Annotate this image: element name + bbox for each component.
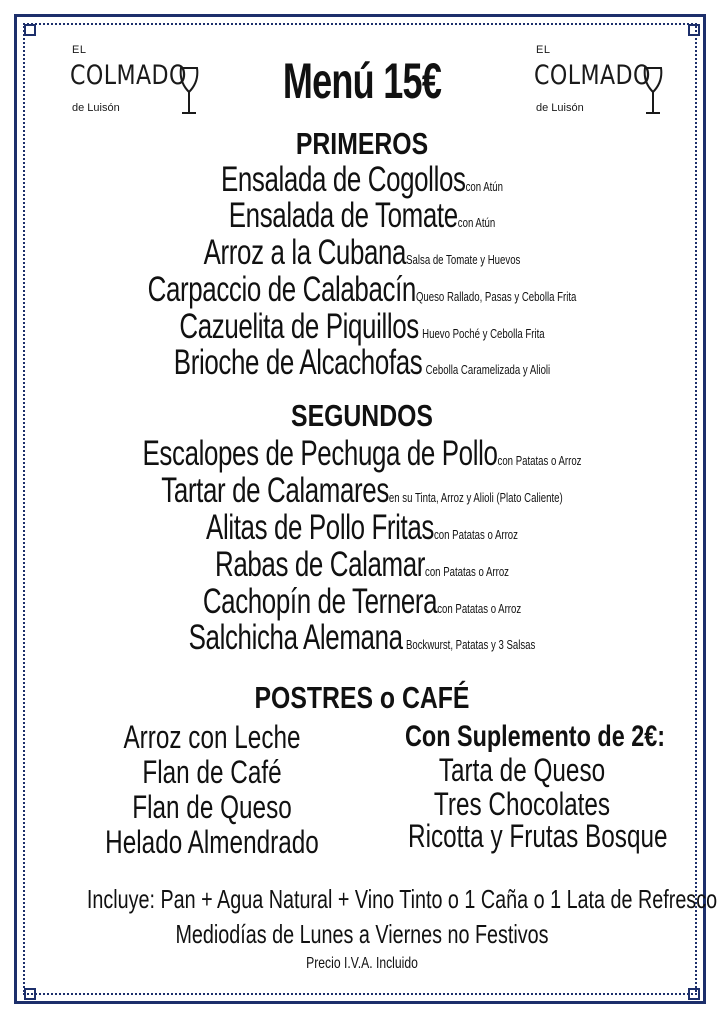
dish-name: Ensalada de Cogollos xyxy=(220,160,466,199)
logo-subtitle: de Luisón xyxy=(72,102,120,114)
dish-name: Alitas de Pollo Fritas xyxy=(206,508,434,547)
dish-note: con Patatas o Arroz xyxy=(425,564,509,579)
section-title-primeros: PRIMEROS xyxy=(295,126,429,161)
dish-note: con Patatas o Arroz xyxy=(497,453,582,468)
logo-subtitle: de Luisón xyxy=(536,102,584,114)
section-title-postres: POSTRES o CAFÉ xyxy=(254,680,470,715)
dish-note: Salsa de Tomate y Huevos xyxy=(406,252,521,267)
menu-item xyxy=(94,545,630,585)
menu-item xyxy=(94,618,630,658)
footer-schedule: Mediodías de Lunes a Viernes no Festivos xyxy=(175,919,549,949)
dessert-item: Flan de Queso xyxy=(132,789,292,825)
dish-note: con Patatas o Arroz xyxy=(437,601,522,616)
dish-name: Cachopín de Ternera xyxy=(202,582,438,621)
logo-prefix: EL xyxy=(72,44,87,56)
corner-ornament xyxy=(24,24,36,36)
dish-note: Cebolla Caramelizada y Alioli xyxy=(425,362,551,377)
dessert-item: Arroz con Leche xyxy=(123,719,301,755)
dish-note: en su Tinta, Arroz y Alioli (Plato Caliente) xyxy=(388,490,563,505)
dessert-item: Helado Almendrado xyxy=(105,824,319,860)
footer-tax: Precio I.V.A. Incluido xyxy=(306,955,418,972)
supplement-item: Tarta de Queso xyxy=(438,752,606,788)
dish-name: Brioche de Alcachofas xyxy=(173,343,423,382)
wine-glass-icon xyxy=(642,66,664,116)
menu-item xyxy=(94,196,630,236)
menu-item xyxy=(94,233,630,273)
logo-name: COLMADO xyxy=(70,60,187,91)
menu-item xyxy=(94,343,630,383)
supplement-item: Tres Chocolates xyxy=(433,786,611,822)
page-title: Menú 15€ xyxy=(282,53,442,109)
dish-name: Rabas de Calamar xyxy=(215,545,426,584)
section-title-segundos: SEGUNDOS xyxy=(291,398,433,433)
corner-ornament xyxy=(688,24,700,36)
menu-item xyxy=(94,471,630,511)
footer-includes: Incluye: Pan + Agua Natural + Vino Tinto o 1 Caña o 1 Lata de Refresco xyxy=(86,884,718,914)
logo-prefix: EL xyxy=(536,44,551,56)
menu-item xyxy=(94,508,630,548)
menu-item xyxy=(94,160,630,200)
dish-name: Ensalada de Tomate xyxy=(228,196,458,235)
supplement-item: Ricotta y Frutas Bosque xyxy=(408,818,668,854)
menu-item xyxy=(94,307,630,347)
menu-item xyxy=(94,582,630,622)
menu-item xyxy=(94,434,630,474)
logo-name: COLMADO xyxy=(534,60,651,91)
dish-note: Huevo Poché y Cebolla Frita xyxy=(422,326,545,341)
supplement-title: Con Suplemento de 2€: xyxy=(405,720,666,753)
dish-name: Arroz a la Cubana xyxy=(203,233,407,272)
dish-name: Salchicha Alemana xyxy=(188,618,403,657)
dish-note: Bockwurst, Patatas y 3 Salsas xyxy=(405,637,536,652)
dish-name: Carpaccio de Calabacín xyxy=(147,270,416,309)
dish-note: con Patatas o Arroz xyxy=(433,527,518,542)
dish-note: con Atún xyxy=(465,179,504,194)
dish-name: Cazuelita de Piquillos xyxy=(179,307,419,346)
dish-note: con Atún xyxy=(457,215,496,230)
dish-name: Escalopes de Pechuga de Pollo xyxy=(142,434,498,473)
menu-item xyxy=(94,270,630,310)
dessert-item: Flan de Café xyxy=(142,754,282,790)
corner-ornament xyxy=(688,988,700,1000)
dish-name: Tartar de Calamares xyxy=(161,471,389,510)
corner-ornament xyxy=(24,988,36,1000)
dish-note: Queso Rallado, Pasas y Cebolla Frita xyxy=(415,289,577,304)
